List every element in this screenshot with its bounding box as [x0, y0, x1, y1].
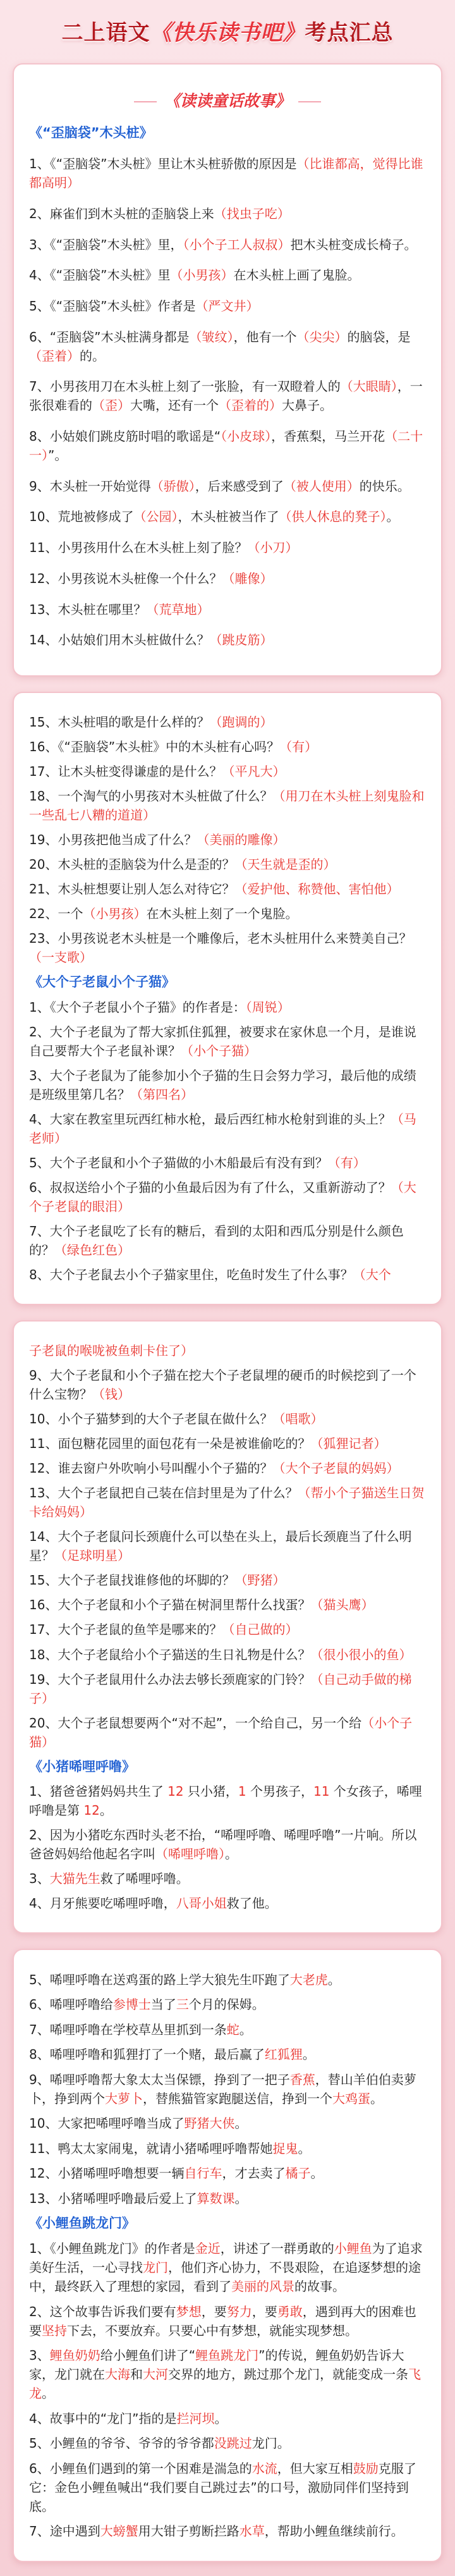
question-text: 15、大个子老鼠找谁修他的坏脚的？ — [29, 1573, 235, 1588]
answer-text: 12 — [167, 1783, 184, 1799]
question-text: 8、小姑娘们跳皮筋时唱的歌谣是“ — [29, 429, 221, 445]
question-text: 在木头桩上画了鬼脸。 — [233, 267, 360, 283]
answer-text: （歪） — [92, 398, 130, 414]
question-text: ”。 — [48, 448, 68, 463]
question-text: 19、大个子老鼠用什么办法去够长颈鹿家的门铃？ — [29, 1671, 311, 1687]
question-text: 大嘴，还有一个 — [130, 398, 219, 414]
answer-text: （荒草地） — [146, 601, 210, 617]
answer-text: 金近 — [195, 2241, 221, 2257]
answer-text: （供人休息的凳子） — [279, 509, 387, 525]
qa-item — [29, 2045, 426, 2064]
answer-text: （小个子猫） — [29, 1715, 413, 1750]
question-text: 17、大个子老鼠的鱼竿是哪来的？ — [29, 1622, 222, 1638]
qa-item — [29, 477, 426, 496]
qa-item — [29, 2020, 426, 2039]
qa-item — [29, 787, 426, 825]
qa-item — [29, 377, 426, 415]
answer-text: 12 — [83, 1802, 100, 1818]
question-text: 6、小鲤鱼们遇到的第一个困难是湍急的 — [29, 2460, 252, 2476]
qa-item — [29, 2139, 426, 2158]
question-text: 9、唏哩呼噜帮大象太太当保镖，挣到了一把子 — [29, 2071, 290, 2087]
answer-text: （有） — [327, 1155, 366, 1170]
answer-text: （自己动手做的梯子） — [29, 1671, 412, 1706]
answer-text: （马老师） — [29, 1111, 416, 1146]
answer-text: （钱） — [92, 1387, 130, 1402]
question-text: 。 — [42, 2386, 54, 2401]
qa-item — [29, 569, 426, 588]
question-text: 。 — [214, 2410, 228, 2426]
question-text: 12、小男孩说木头桩像一个什么？ — [29, 570, 222, 586]
qa-item — [29, 2189, 426, 2208]
question-text: 的。 — [80, 348, 105, 364]
answer-text: 坚持 — [42, 2322, 67, 2338]
answer-text: （大个子老鼠的妈妈） — [272, 1461, 399, 1476]
question-text: 给小鲤鱼们讲了“ — [100, 2348, 196, 2364]
qa-item — [29, 1527, 426, 1565]
qa-item — [29, 1341, 426, 1360]
question-text: ，一张很难看的 — [29, 379, 423, 414]
answer-text: （自己做的） — [222, 1622, 298, 1638]
answer-text: （足球明星） — [54, 1548, 130, 1564]
qa-item — [29, 1670, 426, 1708]
answer-text: （大个子老鼠的眼泪） — [29, 1179, 416, 1214]
answer-text: 野猪大侠 — [184, 2116, 235, 2131]
qa-item — [29, 880, 426, 899]
qa-item — [29, 1995, 426, 2014]
qa-item — [29, 929, 426, 967]
qa-item — [29, 1222, 426, 1260]
question-text: 8、唏哩呼噜和狐狸打了一个赌，最后赢了 — [29, 2047, 265, 2063]
qa-item — [29, 1153, 426, 1172]
question-text: 。 — [234, 2116, 248, 2131]
qa-item — [29, 1825, 426, 1863]
qa-item — [29, 737, 426, 756]
qa-item — [29, 713, 426, 732]
answer-text: （二十一） — [29, 429, 423, 463]
qa-item — [29, 2459, 426, 2516]
qa-item — [29, 1970, 426, 1989]
qa-item — [29, 1595, 426, 1614]
answer-text: 11 — [313, 1783, 330, 1799]
qa-item — [29, 1022, 426, 1060]
qa-item — [29, 1366, 426, 1404]
question-text: 。 — [234, 2190, 248, 2206]
answer-text: （狐狸记者） — [310, 1436, 387, 1452]
question-text: 23、小男孩说老木头桩是一个雕像后，老木头桩用什么来赞美自己？ — [29, 931, 412, 947]
answer-text: 子老鼠的喉咙被鱼刺卡住了） — [29, 1343, 193, 1359]
question-text: 16、《“歪脑袋”木头桩》中的木头桩有心吗？ — [29, 739, 280, 755]
question-text: 4、月牙熊要吃唏哩呼噜， — [29, 1895, 176, 1911]
qa-item — [29, 266, 426, 285]
question-text: 5、《“歪脑袋”木头桩》作者是 — [29, 298, 196, 314]
question-text: 用大钳子剪断拦路 — [138, 2524, 240, 2539]
answer-text: （小男孩） — [83, 906, 147, 922]
answer-text: （大眼睛） — [340, 379, 397, 395]
answer-text: 小鲤鱼 — [334, 2241, 372, 2257]
qa-item — [29, 297, 426, 316]
qa-item — [29, 1409, 426, 1428]
qa-item — [29, 1571, 426, 1590]
answer-text: 鼓励 — [353, 2460, 379, 2476]
question-text: ”的传说，鲤鱼奶奶告诉大家，龙门就在 — [29, 2348, 404, 2383]
question-text: 龙门。 — [252, 2436, 290, 2451]
page-title — [62, 15, 394, 46]
qa-item — [29, 2164, 426, 2183]
question-text: ，要 — [252, 2303, 277, 2319]
question-text: ，但大家互相 — [277, 2460, 353, 2476]
question-text: 12、谁去窗户外吹响小号叫醒小个子猫的？ — [29, 1461, 273, 1476]
answer-text: （小个子工人叔叔） — [183, 236, 291, 252]
answer-text: （比谁都高，觉得比谁都高明） — [29, 156, 423, 191]
answer-text: （严文井） — [195, 298, 259, 314]
answer-text: 梦想 — [176, 2303, 202, 2319]
answer-text: 龙门 — [143, 2260, 168, 2276]
answer-text: （尖尖） — [296, 329, 348, 345]
question-text: 3、《“歪脑袋”木头桩》里， — [29, 236, 183, 252]
question-text: 17、让木头桩变得谦虚的是什么？ — [29, 764, 222, 780]
question-text: ，他有一个 — [233, 329, 297, 345]
qa-item — [29, 1434, 426, 1453]
qa-item — [29, 830, 426, 849]
question-text: 6、“歪脑袋”木头桩满身都是 — [29, 329, 190, 345]
answer-text: （骄傲） — [150, 478, 195, 494]
answer-text: （皱纹） — [189, 329, 234, 345]
answer-text: （唏哩呼噜） — [155, 1846, 225, 1861]
answer-text: 八哥小姐 — [176, 1895, 227, 1911]
question-text: 3、大个子老鼠为了能参加小个子猫的生日会努力学习，最后他的成绩是班级里第几名？ — [29, 1067, 416, 1102]
qa-item — [29, 1459, 426, 1478]
question-text: 的故事。 — [294, 2279, 345, 2295]
question-text: 和 — [130, 2367, 143, 2383]
qa-item — [29, 1178, 426, 1216]
page-header — [0, 0, 455, 61]
answer-text: （找虫子吃） — [214, 205, 290, 221]
qa-item — [29, 600, 426, 619]
question-text: 7、小男孩用刀在木头桩上刻了一张脸，有一双瞪着人的 — [29, 379, 341, 395]
answer-text: 红狐狸 — [264, 2047, 303, 2063]
qa-item — [29, 1645, 426, 1664]
question-text: 8、大个子老鼠去小个子猫家里住，吃鱼时发生了什么事？ — [29, 1267, 353, 1282]
question-text: ，替山羊伯伯卖萝卜，挣到两个 — [29, 2071, 416, 2106]
question-text: 1、《大个子老鼠小个子猫》的作者是： — [29, 999, 246, 1015]
answer-text: 捉鬼 — [272, 2140, 298, 2156]
question-text: ，遇到再大的困难也要 — [29, 2303, 416, 2338]
story-heading: 《小鲤鱼跳龙门》 — [29, 2216, 135, 2231]
answer-text: 香蕉 — [289, 2071, 315, 2087]
question-text: 。 — [370, 2090, 383, 2106]
qa-item — [29, 1714, 426, 1751]
answer-text: 美丽的风景 — [231, 2279, 294, 2295]
question-text: 16、大个子老鼠和小个子猫在树洞里帮什么找蛋？ — [29, 1597, 311, 1613]
question-text: 13、小猪唏哩呼噜最后爱上了 — [29, 2190, 197, 2206]
answer-text: （大个 — [353, 1267, 391, 1282]
answer-text: 参博士 — [112, 1997, 151, 2013]
answer-text: （很小很小的鱼） — [310, 1647, 412, 1662]
qa-item — [29, 235, 426, 254]
question-text: 1、猪爸爸猪妈妈共生了 — [29, 1783, 168, 1799]
question-text: 的脑袋，是 — [347, 329, 411, 345]
answer-text: （公园） — [133, 509, 178, 525]
answer-text: 鲤鱼奶奶 — [49, 2348, 100, 2364]
qa-item — [29, 2409, 426, 2428]
question-text: 2、这个故事告诉我们要有 — [29, 2303, 176, 2319]
story-heading: 《小猪唏哩呼噜》 — [29, 1758, 135, 1774]
answer-text: （野猪） — [234, 1573, 286, 1588]
qa-item — [29, 1894, 426, 1913]
answer-text: （用刀在木头桩上刻鬼脸和一些乱七八糟的道道） — [29, 788, 425, 823]
qa-item — [29, 855, 426, 874]
title-lead: 二上语文 — [61, 20, 150, 46]
answer-text: 没跳过 — [214, 2436, 252, 2451]
title-tail: 考点汇总 — [305, 20, 394, 46]
question-text: 救了他。 — [226, 1895, 277, 1911]
question-text: 只小猪， — [183, 1783, 238, 1799]
question-text: 为了追求美好生活，一心寻找 — [29, 2241, 423, 2276]
question-text: 。 — [386, 509, 399, 525]
answer-text: （帮小个子猫送生日贺卡给妈妈） — [29, 1485, 425, 1520]
answer-text: （美丽的雕像） — [197, 832, 286, 848]
answer-text: 大河 — [143, 2367, 168, 2383]
answer-text: （跑调的） — [209, 715, 273, 730]
question-text: 18、一个淘气的小男孩对木头桩做了什么？ — [29, 788, 273, 804]
question-text: ，才去卖了 — [222, 2166, 286, 2181]
question-text: ，木头桩被当作了 — [178, 509, 279, 525]
question-text: ，要 — [201, 2303, 227, 2319]
question-text: 6、唏哩呼噜给 — [29, 1997, 113, 2013]
answer-text: （猫头鹰） — [310, 1597, 374, 1613]
question-text: 下去，不要放弃。只要心中有梦想，就能实现梦想。 — [67, 2322, 358, 2338]
question-text: 21、木头桩想要让别人怎么对待它？ — [29, 881, 235, 897]
question-text: 4、故事中的“龙门”指的是 — [29, 2410, 177, 2426]
qa-item — [29, 1869, 426, 1888]
qa-item — [29, 2114, 426, 2133]
panel-card — [13, 1949, 442, 2562]
question-text: 。 — [239, 2021, 252, 2037]
qa-item — [29, 904, 426, 923]
question-text: 当了 — [150, 1997, 176, 2013]
qa-item — [29, 507, 426, 526]
qa-item — [29, 1620, 426, 1639]
question-text: 大鼻子。 — [282, 398, 332, 414]
answer-text: 大海 — [105, 2367, 130, 2383]
question-text: 11、鸭太太家闹鬼，就请小猪唏哩呼噜帮她 — [29, 2140, 273, 2156]
question-text: 救了唏哩呼噜。 — [100, 1870, 189, 1886]
answer-text: 大螃蟹 — [100, 2524, 138, 2539]
question-text: 18、大个子老鼠给小个子猫送的生日礼物是什么？ — [29, 1647, 311, 1662]
question-text: 把木头桩变成长椅子。 — [290, 236, 417, 252]
answer-text: 飞龙 — [29, 2367, 421, 2401]
question-text: 10、荒地被修成了 — [29, 509, 134, 525]
question-text: 5、大个子老鼠和小个子猫做的小木船最后有没有到？ — [29, 1155, 328, 1170]
answer-text: （绿色红色） — [54, 1242, 130, 1258]
answer-text: 算数课 — [197, 2190, 235, 2206]
question-text: 在木头桩上刻了一个鬼脸。 — [146, 906, 298, 922]
qa-item — [29, 2070, 426, 2108]
question-text: 交界的地方，跳过那个龙门，就能变成一条 — [168, 2367, 408, 2383]
qa-item — [29, 998, 426, 1017]
qa-item — [29, 1110, 426, 1148]
question-text: 19、小男孩把他当成了什么？ — [29, 832, 197, 848]
story-heading: 《“歪脑袋”木头桩》 — [29, 125, 153, 141]
question-text: 22、一个 — [29, 906, 83, 922]
question-text: 5、唏哩呼噜在送鸡蛋的路上学大狼先生吓跑了 — [29, 1972, 290, 1987]
question-text: 5、小鲤鱼的爷爷、爷爷的爷爷都 — [29, 2436, 214, 2451]
qa-item — [29, 2346, 426, 2403]
question-text: ，他们齐心协力，不畏艰险，在追逐梦想的途中，最终跃入了理想的家园，看到了 — [29, 2260, 421, 2295]
answer-text: 大鸡蛋 — [332, 2090, 370, 2106]
answer-text: 橘子 — [285, 2166, 311, 2181]
question-text: 13、木头桩在哪里？ — [29, 601, 147, 617]
question-text: 6、叔叔送给小个子猫的小鱼最后因为有了什么，又重新游动了？ — [29, 1179, 391, 1195]
question-text: 9、大个子老鼠和小个子猫在挖大个子老鼠埋的硬币的时候挖到了一个什么宝物？ — [29, 1368, 416, 1402]
question-text: 10、大家把唏哩呼噜当成了 — [29, 2116, 185, 2131]
question-text: 克服了它：金色小鲤鱼喊出“我们要自己跳过去”的口号，激励同伴们坚持到底。 — [29, 2460, 416, 2514]
answer-text: （小男孩） — [170, 267, 234, 283]
question-text: 个男孩子， — [246, 1783, 313, 1799]
answer-text: （周锐） — [245, 999, 290, 1015]
question-text: 7、唏哩呼噜在学校草丛里抓到一条 — [29, 2021, 227, 2037]
answer-text: （歪着） — [29, 348, 80, 364]
qa-item — [29, 427, 426, 465]
qa-item — [29, 538, 426, 557]
answer-text: （天生就是歪的） — [234, 857, 336, 873]
answer-text: 拦河坝 — [176, 2410, 215, 2426]
answer-text: （跳皮筋） — [209, 632, 273, 648]
answer-text: 努力 — [226, 2303, 252, 2319]
answer-text: 大老虎 — [289, 1972, 328, 1987]
question-text: ，帮助小鲤鱼继续前行。 — [264, 2524, 404, 2539]
qa-item — [29, 1066, 426, 1104]
question-text: 14、小姑娘们用木头桩做什么？ — [29, 632, 210, 648]
question-text: 7、大个子老鼠吃了长有的糖后，看到的太阳和西瓜分别是什么颜色的？ — [29, 1223, 404, 1258]
question-text: ，后来感受到了 — [195, 478, 284, 494]
question-text: ，讲述了一群勇敢的 — [220, 2241, 334, 2257]
question-text: 12、小猪唏哩呼噜想要一辆 — [29, 2166, 185, 2181]
question-text: 3、 — [29, 1870, 50, 1886]
answer-text: （被人使用） — [283, 478, 360, 494]
answer-text: （唱歌） — [272, 1411, 324, 1427]
question-text: 。 — [225, 1846, 238, 1861]
question-text: 。 — [327, 1972, 341, 1987]
panel-card — [13, 1320, 442, 1934]
answer-text: （歪着的） — [219, 398, 282, 414]
qa-item — [29, 1265, 426, 1284]
question-text: 1、《小鲤鱼跳龙门》的作者是 — [29, 2241, 195, 2257]
question-text: 10、小个子猫梦到的大个子老鼠在做什么？ — [29, 1411, 273, 1427]
answer-text: 水流 — [252, 2460, 277, 2476]
panel-card — [13, 63, 442, 677]
question-text: 2、大个子老鼠为了帮大家抓住狐狸，被要求在家休息一个月，是谁说自己要帮大个子老鼠补课？ — [29, 1024, 416, 1058]
answer-text: 鲤鱼跳龙门 — [195, 2348, 259, 2364]
answer-text: （雕像） — [222, 570, 273, 586]
question-text: 7、途中遇到 — [29, 2524, 100, 2539]
question-text: 的快乐。 — [359, 478, 410, 494]
question-text: 。 — [298, 2140, 311, 2156]
qa-item — [29, 762, 426, 781]
question-text: 14、大个子老鼠问长颈鹿什么可以垫在头上，最后长颈鹿当了什么明星？ — [29, 1529, 412, 1564]
answer-text: 水草 — [239, 2524, 265, 2539]
question-text: 4、《“歪脑袋”木头桩》里 — [29, 267, 171, 283]
answer-text: 蛇 — [226, 2021, 240, 2037]
answer-text: （第四名） — [130, 1086, 193, 1102]
question-text: 20、木头桩的歪脑袋为什么是歪的？ — [29, 857, 235, 873]
answer-text: 三 — [176, 1997, 189, 2013]
question-text: ，香蕉梨，马兰开花 — [271, 429, 385, 445]
answer-text: （爱护他、称赞他、害怕他） — [234, 881, 399, 897]
question-text: 2、麻雀们到木头桩的歪脑袋上来 — [29, 205, 214, 221]
question-text: 。 — [310, 2166, 324, 2181]
question-text: 11、小男孩用什么在木头桩上刻了脸？ — [29, 540, 248, 556]
qa-item — [29, 1782, 426, 1820]
question-text: 15、木头桩唱的歌是什么样的？ — [29, 715, 210, 730]
qa-item — [29, 2434, 426, 2453]
answer-text: （有） — [279, 739, 318, 755]
story-heading: 《大个子老鼠小个子猫》 — [29, 974, 175, 990]
answer-text: （小个子猫） — [181, 1043, 257, 1058]
answer-text: 大萝卜 — [105, 2090, 143, 2106]
answer-text: （一支歌） — [29, 950, 92, 966]
question-text: 4、大家在教室里玩西红柿水枪，最后西红柿水枪射到谁的头上？ — [29, 1111, 391, 1127]
question-text: 。 — [302, 2047, 315, 2063]
question-text: 个女孩子，唏哩呼噜是第 — [29, 1783, 422, 1818]
qa-item — [29, 2239, 426, 2296]
qa-item — [29, 204, 426, 223]
question-text: 20、大个子老鼠想要两个“对不起”，一个给自己，另一个给 — [29, 1715, 362, 1731]
question-text: 9、木头桩一开始觉得 — [29, 478, 151, 494]
qa-item — [29, 328, 426, 365]
question-text: 13、大个子老鼠把自己装在信封里是为了什么？ — [29, 1485, 298, 1501]
qa-item — [29, 1483, 426, 1521]
question-text: 11、面包糖花园里的面包花有一朵是被谁偷吃的？ — [29, 1436, 311, 1452]
qa-item — [29, 630, 426, 649]
qa-item — [29, 2522, 426, 2541]
panel-card — [13, 692, 442, 1305]
answer-text: （平凡大） — [222, 764, 286, 780]
answer-text: （小皮球） — [221, 429, 272, 445]
question-text: 1、《“歪脑袋”木头桩》里让木头桩骄傲的原因是 — [29, 156, 297, 172]
section-subtitle: 《读读童话故事》 — [29, 90, 426, 112]
answer-text: 1 — [238, 1783, 246, 1799]
title-book-name: 《快乐读书吧》 — [150, 20, 305, 46]
answer-text: 大猫先生 — [49, 1870, 100, 1886]
question-text: 2、因为小猪吃东西时头老不抬，“唏哩呼噜、唏哩呼噜”一片响。所以爸爸妈妈给他起名字叫 — [29, 1827, 417, 1861]
question-text: 个月的保姆。 — [188, 1997, 265, 2013]
question-text: ，替熊猫管家跑腿送信，挣到一个 — [143, 2090, 332, 2106]
answer-text: （小刀） — [247, 540, 298, 556]
qa-item — [29, 154, 426, 192]
qa-item — [29, 2302, 426, 2340]
answer-text: 勇敢 — [277, 2303, 303, 2319]
answer-text: 自行车 — [184, 2166, 222, 2181]
question-text: 。 — [99, 1802, 112, 1818]
question-text: 3、 — [29, 2348, 50, 2364]
